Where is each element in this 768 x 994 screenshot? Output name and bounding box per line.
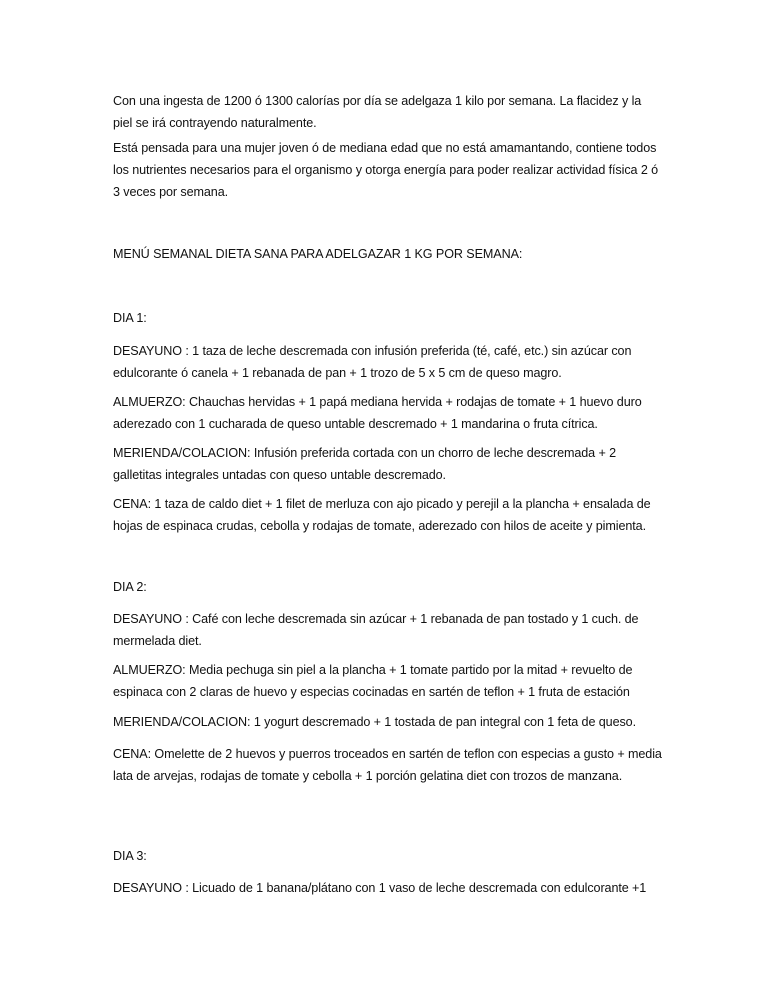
day-1-lunch: ALMUERZO: Chauchas hervidas + 1 papá mediana hervida + rodajas de tomate + 1 huevo duro aderezado con 1 cucharada de queso untable descremado + 1 mandarina o fruta cítrica. bbox=[113, 395, 642, 431]
description-paragraph: Está pensada para una mujer joven ó de mediana edad que no está amamantando, contiene todos los nutrientes necesarios para el organismo y otorga energía para poder realizar actividad física 2 ó 3 veces por semana. bbox=[113, 141, 659, 199]
day-3-heading: DIA 3: bbox=[113, 849, 147, 863]
day-2-snack: MERIENDA/COLACION: 1 yogurt descremado + 1 tostada de pan integral con 1 feta de queso. bbox=[113, 715, 636, 729]
day-1-snack: MERIENDA/COLACION: Infusión preferida cortada con un chorro de leche descremada + 2 galletitas integrales untadas con queso untable descremado. bbox=[113, 446, 617, 482]
day-1-dinner: CENA: 1 taza de caldo diet + 1 filet de merluza con ajo picado y perejil a la plancha + ensalada de hojas de espinaca crudas, cebolla y rodajas de tomate, aderezado con hilos de aceite y pimienta. bbox=[113, 497, 651, 533]
day-2-breakfast: DESAYUNO : Café con leche descremada sin azúcar + 1 rebanada de pan tostado y 1 cuch. de mermelada diet. bbox=[113, 612, 639, 648]
day-3-breakfast: DESAYUNO : Licuado de 1 banana/plátano con 1 vaso de leche descremada con edulcorante +1 bbox=[113, 881, 647, 895]
intro-paragraph: Con una ingesta de 1200 ó 1300 calorías por día se adelgaza 1 kilo por semana. La flacidez y la piel se irá contrayendo naturalmente. bbox=[113, 94, 642, 130]
day-2-heading: DIA 2: bbox=[113, 580, 147, 594]
day-1-breakfast: DESAYUNO : 1 taza de leche descremada con infusión preferida (té, café, etc.) sin azúcar con edulcorante ó canela + 1 rebanada de pan + 1 trozo de 5 x 5 cm de queso magro. bbox=[113, 344, 632, 380]
day-2-lunch: ALMUERZO: Media pechuga sin piel a la plancha + 1 tomate partido por la mitad + revuelto de espinaca con 2 claras de huevo y especias cocinadas en sartén de teflon + 1 fruta de estación bbox=[113, 663, 633, 699]
day-1-heading: DIA 1: bbox=[113, 311, 147, 325]
day-2-dinner: CENA: Omelette de 2 huevos y puerros troceados en sartén de teflon con especias a gusto + media lata de arvejas, rodajas de tomate y cebolla + 1 porción gelatina diet con trozos de manzana. bbox=[113, 747, 662, 783]
menu-heading: MENÚ SEMANAL DIETA SANA PARA ADELGAZAR 1 KG POR SEMANA: bbox=[113, 247, 523, 261]
